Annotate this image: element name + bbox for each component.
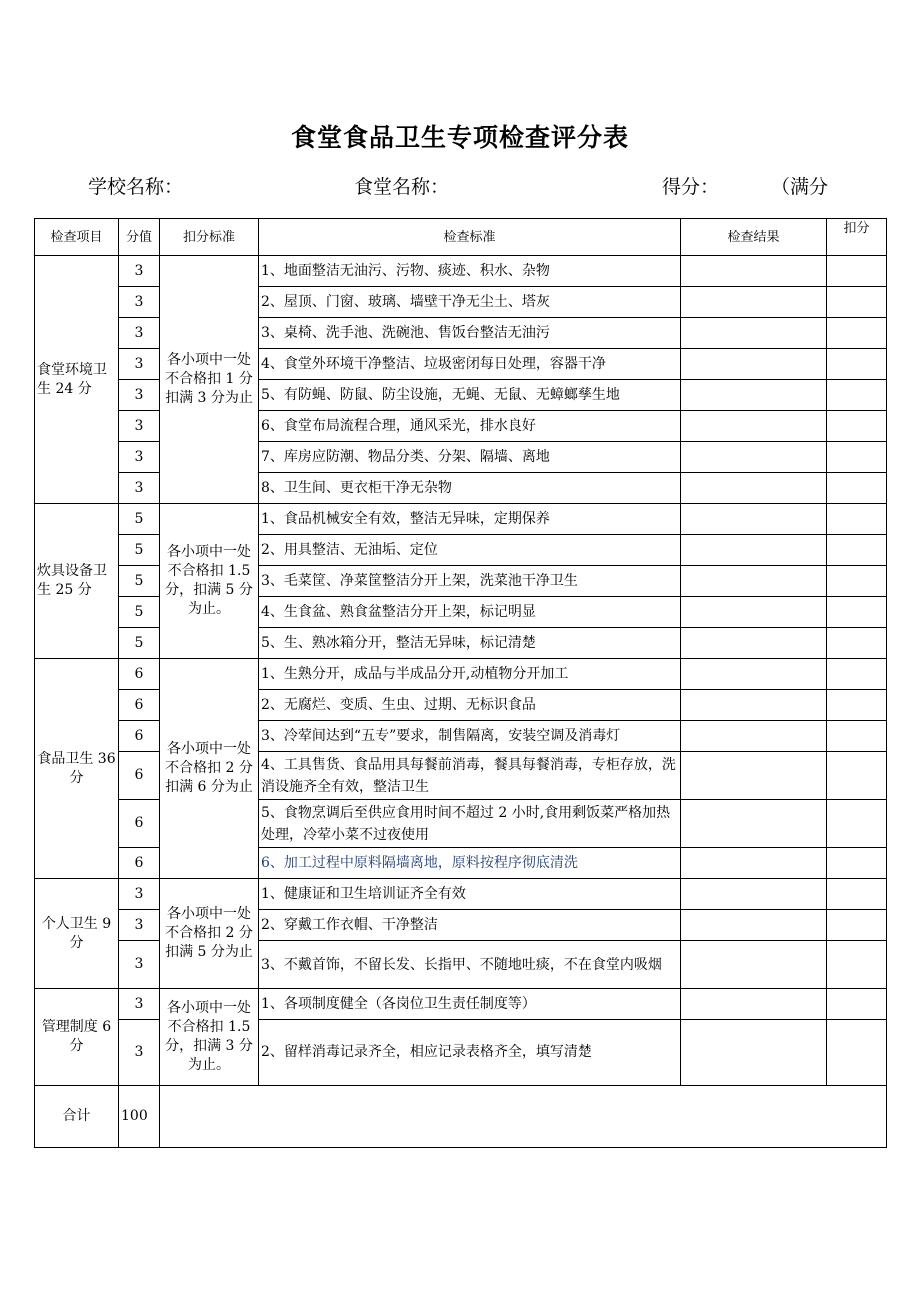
header-rule: 扣分标准	[160, 219, 259, 256]
standard-cell: 6、食堂布局流程合理，通风采光，排水良好	[259, 411, 681, 442]
standard-cell: 3、毛菜筐、净菜筐整洁分开上架，洗菜池干净卫生	[259, 566, 681, 597]
points-cell: 6	[119, 752, 160, 800]
result-cell[interactable]	[681, 659, 827, 690]
points-cell: 3	[119, 442, 160, 473]
standard-cell: 2、穿戴工作衣帽、干净整洁	[259, 910, 681, 941]
standard-cell: 1、生熟分开，成品与半成品分开,动植物分开加工	[259, 659, 681, 690]
result-cell[interactable]	[681, 800, 827, 848]
standard-cell: 5、生、熟冰箱分开，整洁无异味，标记清楚	[259, 628, 681, 659]
standard-cell: 5、食物烹调后至供应食用时间不超过 2 小时,食用剩饭菜严格加热处理，冷荤小菜不过夜使用	[259, 800, 681, 848]
points-cell: 3	[119, 1020, 160, 1086]
result-cell[interactable]	[681, 690, 827, 721]
result-cell[interactable]	[681, 721, 827, 752]
result-cell[interactable]	[681, 752, 827, 800]
points-cell: 6	[119, 800, 160, 848]
result-cell[interactable]	[681, 535, 827, 566]
deduct-cell[interactable]	[827, 752, 887, 800]
rule-cell: 各小项中一处不合格扣 1 分扣满 3 分为止	[160, 256, 259, 504]
result-cell[interactable]	[681, 941, 827, 989]
result-cell[interactable]	[681, 349, 827, 380]
standard-cell: 1、健康证和卫生培训证齐全有效	[259, 879, 681, 910]
points-cell: 3	[119, 879, 160, 910]
standard-cell: 4、工具售货、食品用具每餐前消毒，餐具每餐消毒，专柜存放，洗消设施齐全有效，整洁卫生	[259, 752, 681, 800]
rule-cell: 各小项中一处不合格扣 2 分扣满 5 分为止	[160, 879, 259, 989]
points-cell: 3	[119, 256, 160, 287]
category-cell: 管理制度 6 分	[35, 989, 119, 1086]
deduct-cell[interactable]	[827, 318, 887, 349]
total-value: 100	[119, 1086, 160, 1148]
points-cell: 3	[119, 287, 160, 318]
points-cell: 5	[119, 504, 160, 535]
standard-cell: 4、生食盆、熟食盆整洁分开上架，标记明显	[259, 597, 681, 628]
total-row	[35, 1086, 887, 1148]
standard-cell: 6、加工过程中原料隔墙离地，原料按程序彻底清洗	[259, 848, 681, 879]
table-row	[35, 989, 887, 1020]
table-row	[35, 504, 887, 535]
header-standard: 检查标准	[259, 219, 681, 256]
table-row	[35, 659, 887, 690]
result-cell[interactable]	[681, 380, 827, 411]
points-cell: 5	[119, 628, 160, 659]
rule-cell: 各小项中一处不合格扣 1.5 分，扣满 3 分为止。	[160, 989, 259, 1086]
deduct-cell[interactable]	[827, 473, 887, 504]
category-cell: 食堂环境卫生 24 分	[35, 256, 119, 504]
deduct-cell[interactable]	[827, 800, 887, 848]
header-result: 检查结果	[681, 219, 827, 256]
deduct-cell[interactable]	[827, 910, 887, 941]
points-cell: 5	[119, 597, 160, 628]
category-cell: 食品卫生 36 分	[35, 659, 119, 879]
points-cell: 6	[119, 690, 160, 721]
header-item: 检查项目	[35, 219, 119, 256]
score-table	[34, 218, 887, 1148]
deduct-cell[interactable]	[827, 628, 887, 659]
deduct-cell[interactable]	[827, 848, 887, 879]
standard-cell: 1、地面整洁无油污、污物、痰迹、积水、杂物	[259, 256, 681, 287]
points-cell: 6	[119, 659, 160, 690]
result-cell[interactable]	[681, 411, 827, 442]
result-cell[interactable]	[681, 318, 827, 349]
deduct-cell[interactable]	[827, 442, 887, 473]
result-cell[interactable]	[681, 1020, 827, 1086]
result-cell[interactable]	[681, 910, 827, 941]
rule-cell: 各小项中一处不合格扣 2 分扣满 6 分为止	[160, 659, 259, 879]
standard-cell: 2、用具整洁、无油垢、定位	[259, 535, 681, 566]
deduct-cell[interactable]	[827, 380, 887, 411]
standard-cell: 7、库房应防潮、物品分类、分架、隔墙、离地	[259, 442, 681, 473]
header-row	[35, 219, 887, 256]
points-cell: 3	[119, 989, 160, 1020]
points-cell: 3	[119, 411, 160, 442]
standard-cell: 3、不戴首饰，不留长发、长指甲、不随地吐痰，不在食堂内吸烟	[259, 941, 681, 989]
deduct-cell[interactable]	[827, 566, 887, 597]
standard-cell: 1、各项制度健全（各岗位卫生责任制度等）	[259, 989, 681, 1020]
result-cell[interactable]	[681, 287, 827, 318]
category-cell: 炊具设备卫生 25 分	[35, 504, 119, 659]
points-cell: 5	[119, 566, 160, 597]
total-label: 合计	[35, 1086, 119, 1148]
deduct-cell[interactable]	[827, 256, 887, 287]
standard-cell: 2、屋顶、门窗、玻璃、墙壁干净无尘土、塔灰	[259, 287, 681, 318]
result-cell[interactable]	[681, 473, 827, 504]
result-cell[interactable]	[681, 848, 827, 879]
header-deduct: 扣分	[827, 219, 887, 256]
deduct-cell[interactable]	[827, 504, 887, 535]
school-name-label: 学校名称：	[88, 176, 184, 198]
deduct-cell[interactable]	[827, 1020, 887, 1086]
standard-cell: 8、卫生间、更衣柜干净无杂物	[259, 473, 681, 504]
deduct-cell[interactable]	[827, 690, 887, 721]
deduct-cell[interactable]	[827, 349, 887, 380]
result-cell[interactable]	[681, 628, 827, 659]
points-cell: 6	[119, 721, 160, 752]
result-cell[interactable]	[681, 879, 827, 910]
points-cell: 3	[119, 380, 160, 411]
deduct-cell[interactable]	[827, 721, 887, 752]
rule-cell: 各小项中一处不合格扣 1.5 分，扣满 5 分为止。	[160, 504, 259, 659]
deduct-cell[interactable]	[827, 879, 887, 910]
deduct-cell[interactable]	[827, 941, 887, 989]
standard-cell: 1、食品机械安全有效，整洁无异味，定期保养	[259, 504, 681, 535]
points-cell: 5	[119, 535, 160, 566]
result-cell[interactable]	[681, 597, 827, 628]
points-cell: 3	[119, 910, 160, 941]
result-cell[interactable]	[681, 442, 827, 473]
full-score-label: （满分	[771, 176, 829, 198]
standard-cell: 3、冷荤间达到“五专”要求，制售隔离，安装空调及消毒灯	[259, 721, 681, 752]
result-cell[interactable]	[681, 504, 827, 535]
page-title: 食堂食品卫生专项检查评分表	[290, 123, 629, 152]
deduct-cell[interactable]	[827, 659, 887, 690]
standard-cell: 2、无腐烂、变质、生虫、过期、无标识食品	[259, 690, 681, 721]
canteen-name-label: 食堂名称：	[354, 176, 450, 198]
result-cell[interactable]	[681, 256, 827, 287]
table-row	[35, 879, 887, 910]
standard-cell: 2、留样消毒记录齐全，相应记录表格齐全，填写清楚	[259, 1020, 681, 1086]
standard-cell: 4、食堂外环境干净整洁、垃圾密闭每日处理，容器干净	[259, 349, 681, 380]
total-blank[interactable]	[160, 1086, 887, 1148]
points-cell: 6	[119, 848, 160, 879]
points-cell: 3	[119, 941, 160, 989]
points-cell: 3	[119, 349, 160, 380]
header-points: 分值	[119, 219, 160, 256]
standard-cell: 5、有防蝇、防鼠、防尘设施，无蝇、无鼠、无蟑螂孳生地	[259, 380, 681, 411]
deduct-cell[interactable]	[827, 597, 887, 628]
result-cell[interactable]	[681, 989, 827, 1020]
deduct-cell[interactable]	[827, 989, 887, 1020]
points-cell: 3	[119, 318, 160, 349]
points-cell: 3	[119, 473, 160, 504]
result-cell[interactable]	[681, 566, 827, 597]
deduct-cell[interactable]	[827, 535, 887, 566]
standard-cell: 3、桌椅、洗手池、洗碗池、售饭台整洁无油污	[259, 318, 681, 349]
score-label: 得分：	[662, 176, 720, 198]
deduct-cell[interactable]	[827, 287, 887, 318]
deduct-cell[interactable]	[827, 411, 887, 442]
category-cell: 个人卫生 9 分	[35, 879, 119, 989]
table-row	[35, 256, 887, 287]
